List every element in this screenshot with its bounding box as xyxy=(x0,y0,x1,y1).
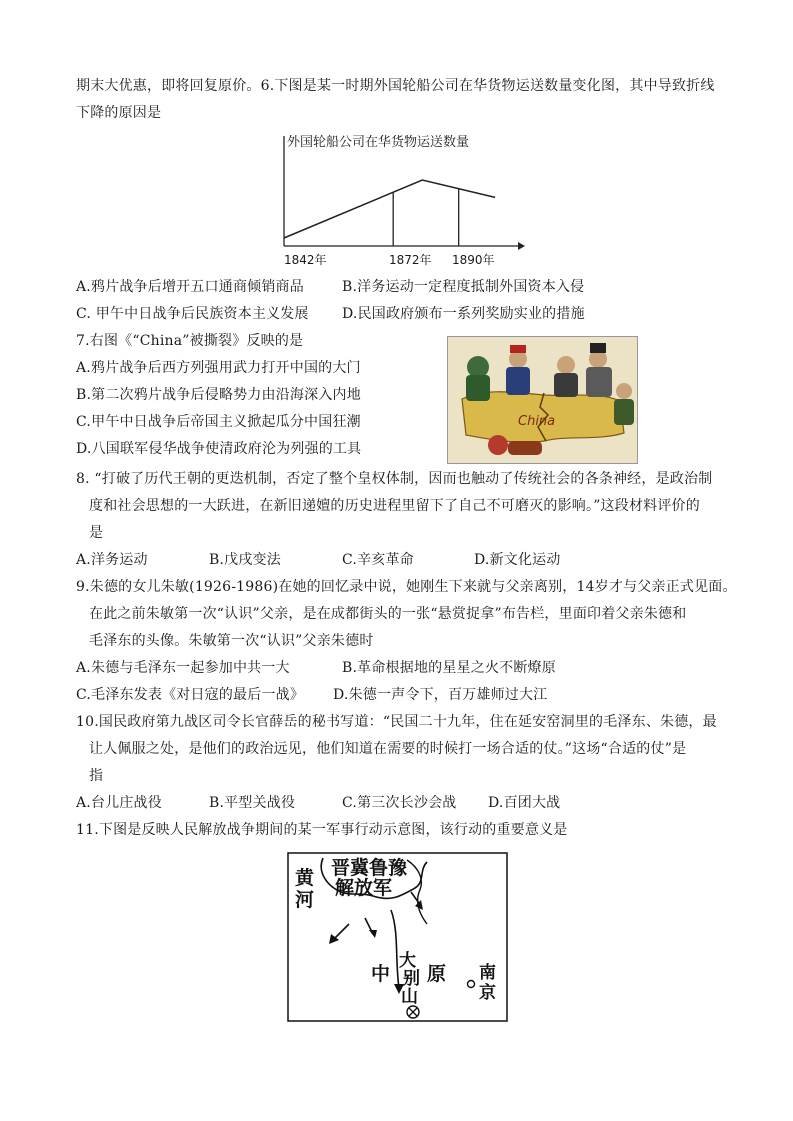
figure-body-4 xyxy=(586,367,612,397)
q10-option-a: A.台儿庄战役 xyxy=(76,795,162,811)
figure-head-5 xyxy=(616,383,632,399)
cloth-label: China xyxy=(518,414,556,429)
q10-stem-3: 指 xyxy=(89,768,104,784)
region-label-zhong: 中 xyxy=(371,963,391,985)
q9-option-d: D.朱德一声令下，百万雄师过大江 xyxy=(333,687,548,703)
freight-line-chart xyxy=(278,128,528,268)
fallen-figure-head xyxy=(488,435,508,455)
q7-stem: 7.右图《“China”被撕裂》反映的是 xyxy=(76,333,304,349)
q9-stem-1: 9.朱德的女儿朱敏(1926-1986)在她的回忆录中说，她刚生下来就与父亲离别，14岁才与父亲正式见面。 xyxy=(76,579,737,595)
military-map xyxy=(287,852,509,1024)
q11-stem: 11.下图是反映人民解放战争期间的某一军事行动示意图，该行动的重要意义是 xyxy=(76,822,568,838)
figure-hat-4 xyxy=(590,343,606,353)
figure-head-1 xyxy=(467,356,489,378)
figure-body-1 xyxy=(466,375,490,401)
q6-option-a: A.鸦片战争后增开五口通商倾销商品 xyxy=(76,279,304,295)
q10-option-b: B.平型关战役 xyxy=(209,795,296,811)
tick-label-1842: 1842年 xyxy=(284,253,327,267)
q8-option-d: D.新文化运动 xyxy=(474,552,561,568)
q8-option-a: A.洋务运动 xyxy=(76,552,148,568)
q9-option-c: C.毛泽东发表《对日寇的最后一战》 xyxy=(76,687,305,703)
mountain-label-2: 别 xyxy=(403,969,420,989)
q9-stem-3: 毛泽东的头像。朱敏第一次“认识”父亲朱德时 xyxy=(89,633,374,649)
army-label-line-1: 晋冀鲁豫 xyxy=(331,857,408,879)
q10-option-c: C.第三次长沙会战 xyxy=(342,795,457,811)
army-label-line-2: 解放军 xyxy=(335,877,393,899)
q9-option-a: A.朱德与毛泽东一起参加中共一大 xyxy=(76,660,290,676)
x-axis-arrow xyxy=(518,242,525,250)
q8-option-b: B.戊戌变法 xyxy=(209,552,281,568)
river-label-1: 黄 xyxy=(295,867,315,889)
q9-stem-2: 在此之前朱敏第一次“认识”父亲，是在成都街头的一张“悬赏捉拿”布告栏，里面印着父亲朱德和 xyxy=(89,606,687,622)
q6-option-d: D.民国政府颁布一系列奖励实业的措施 xyxy=(342,306,585,322)
river-label-2: 河 xyxy=(295,889,315,911)
q8-stem-1: 8. “打破了历代王朝的更迭机制，否定了整个皇权体制，因而也触动了传统社会的各条神经，是政治制 xyxy=(76,471,713,487)
q10-stem-1: 10.国民政府第九战区司令长官薛岳的秘书写道：“民国二十九年，住在延安窑洞里的毛泽东、朱德，最 xyxy=(76,714,717,730)
q6-option-b: B.洋务运动一定程度抵制外国资本入侵 xyxy=(342,279,585,295)
china-torn-cartoon xyxy=(447,336,638,464)
q9-option-b: B.革命根据地的星星之火不断燎原 xyxy=(342,660,556,676)
q10-option-d: D.百团大战 xyxy=(488,795,561,811)
q7-option-d: D.八国联军侵华战争使清政府沦为列强的工具 xyxy=(76,441,362,457)
q8-stem-3: 是 xyxy=(89,525,104,541)
q10-stem-2: 让人佩服之处，是他们的政治远见，他们知道在需要的时候打一场合适的仗。”这场“合适的仗”是 xyxy=(89,741,687,757)
q7-option-a: A.鸦片战争后西方列强用武力打开中国的大门 xyxy=(76,360,361,376)
q6-option-c: C. 甲午中日战争后民族资本主义发展 xyxy=(76,306,309,322)
chart-title: 外国轮船公司在华货物运送数量 xyxy=(287,135,470,150)
tick-label-1890: 1890年 xyxy=(452,253,495,267)
tick-label-1872: 1872年 xyxy=(389,253,432,267)
figure-body-2 xyxy=(506,367,530,395)
mountain-label-1: 大 xyxy=(399,951,416,971)
figure-body-5 xyxy=(614,399,634,425)
city-label-1: 南 xyxy=(479,963,496,983)
q7-option-b: B.第二次鸦片战争后侵略势力由沿海深入内地 xyxy=(76,387,361,403)
city-label-2: 京 xyxy=(479,983,496,1003)
q8-stem-2: 度和社会思想的一大跃进，在新旧递嬗的历史进程里留下了自己不可磨灭的影响。”这段材料评价的 xyxy=(89,498,700,514)
region-label-yuan: 原 xyxy=(427,963,447,985)
figure-body-3 xyxy=(554,373,578,397)
figure-hat-2 xyxy=(510,345,526,353)
intro-line-2: 下降的原因是 xyxy=(76,105,162,121)
freight-series-line xyxy=(284,180,495,238)
fallen-figure-body xyxy=(508,441,542,455)
intro-line-1: 期末大优惠，即将回复原价。6.下图是某一时期外国轮船公司在华货物运送数量变化图，其中导致折线 xyxy=(76,78,715,94)
figure-head-3 xyxy=(557,356,575,374)
mountain-label-3: 山 xyxy=(401,987,418,1007)
q8-option-c: C.辛亥革命 xyxy=(342,552,414,568)
q7-option-c: C.甲午中日战争后帝国主义掀起瓜分中国狂潮 xyxy=(76,414,361,430)
